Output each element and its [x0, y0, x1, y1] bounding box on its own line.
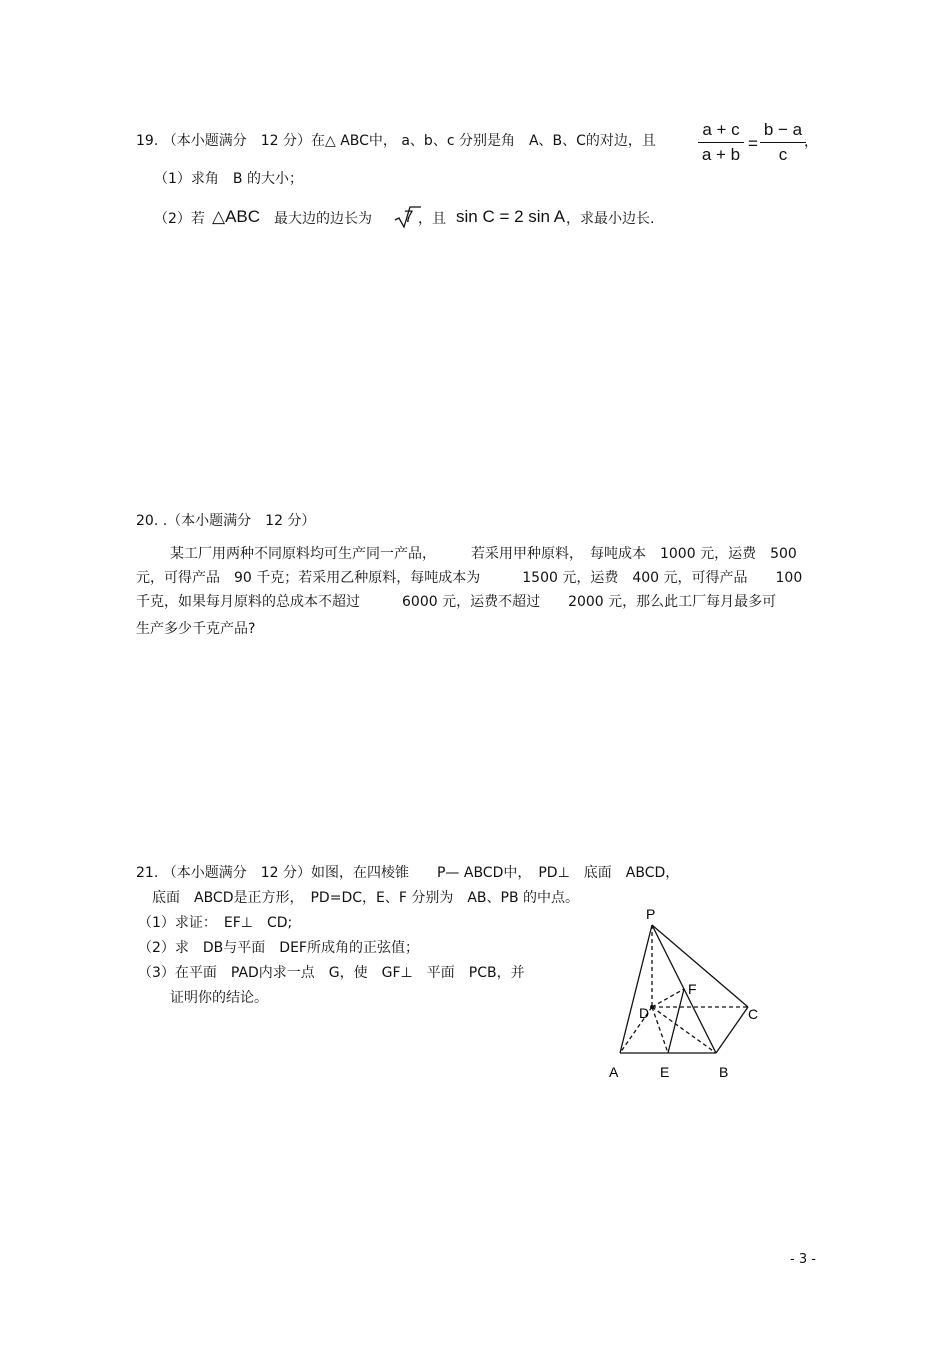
- label-c: C: [748, 1006, 759, 1022]
- q20-line4: 生产多少千克产品?: [136, 621, 256, 637]
- q20-heading: 20. .（本小题满分 12 分）: [136, 513, 316, 529]
- q21-part3-cont: 证明你的结论。: [170, 990, 268, 1006]
- sine-equation: sin C = 2 sin A: [456, 207, 566, 226]
- sqrt-value: 7: [404, 207, 414, 226]
- equals-sign: =: [748, 134, 758, 153]
- fraction-right-denominator: c: [778, 145, 788, 164]
- label-d: D: [639, 1005, 650, 1021]
- q21-stem-2: 底面 ABCD是正方形， PD=DC，E、F 分别为 AB、PB 的中点。: [152, 890, 580, 906]
- label-e: E: [660, 1064, 670, 1080]
- q19-comma: ，: [804, 134, 818, 150]
- q21-part2: （2）求 DB与平面 DEF所成角的正弦值；: [138, 940, 419, 956]
- q19-part2-and: ，且: [418, 211, 446, 227]
- page-number: - 3 -: [790, 1252, 816, 1267]
- q20-line1: 某工厂用两种不同原料均可生产同一产品， 若采用甲种原料， 每吨成本 1000 元，运费 500: [170, 546, 797, 562]
- q21-stem: 21. （本小题满分 12 分）如图，在四棱锥 P— ABCD中， PD⊥ 底面 ABCD，: [136, 865, 680, 881]
- q19-part2-middle: 最大边的边长为: [274, 211, 372, 227]
- label-p: P: [646, 906, 656, 922]
- fraction-left-denominator: a + b: [701, 145, 741, 164]
- q19-stem: 19. （本小题满分 12 分）在△ ABC中， a、b、c 分别是角 A、B、C的对边，且: [136, 133, 656, 149]
- label-b: B: [719, 1064, 729, 1080]
- triangle-abc: △ABC: [212, 207, 261, 226]
- q21-part3: （3）在平面 PAD内求一点 G，使 GF⊥ 平面 PCB，并: [138, 965, 525, 981]
- q19-part1: （1）求角 B 的大小；: [154, 171, 303, 187]
- q19-part2-prefix: （2）若: [154, 211, 205, 227]
- q21-part1: （1）求证： EF⊥ CD;: [138, 915, 293, 931]
- pyramid-figure: [600, 900, 770, 1085]
- q20-line2: 元，可得产品 90 千克；若采用乙种原料，每吨成本为 1500 元，运费 400 元，可得产品 100: [136, 570, 803, 586]
- label-a: A: [609, 1064, 619, 1080]
- fraction-right: [760, 120, 806, 165]
- fraction-left-numerator: a + c: [702, 120, 740, 139]
- q20-line3: 千克，如果每月原料的总成本不超过 6000 元，运费不超过 2000 元，那么此工厂每月最多可: [136, 594, 777, 610]
- label-f: F: [688, 981, 697, 997]
- fraction-left: [698, 120, 744, 165]
- q19-part2-suffix: ，求最小边长.: [566, 211, 655, 227]
- fraction-right-numerator: b − a: [763, 120, 803, 139]
